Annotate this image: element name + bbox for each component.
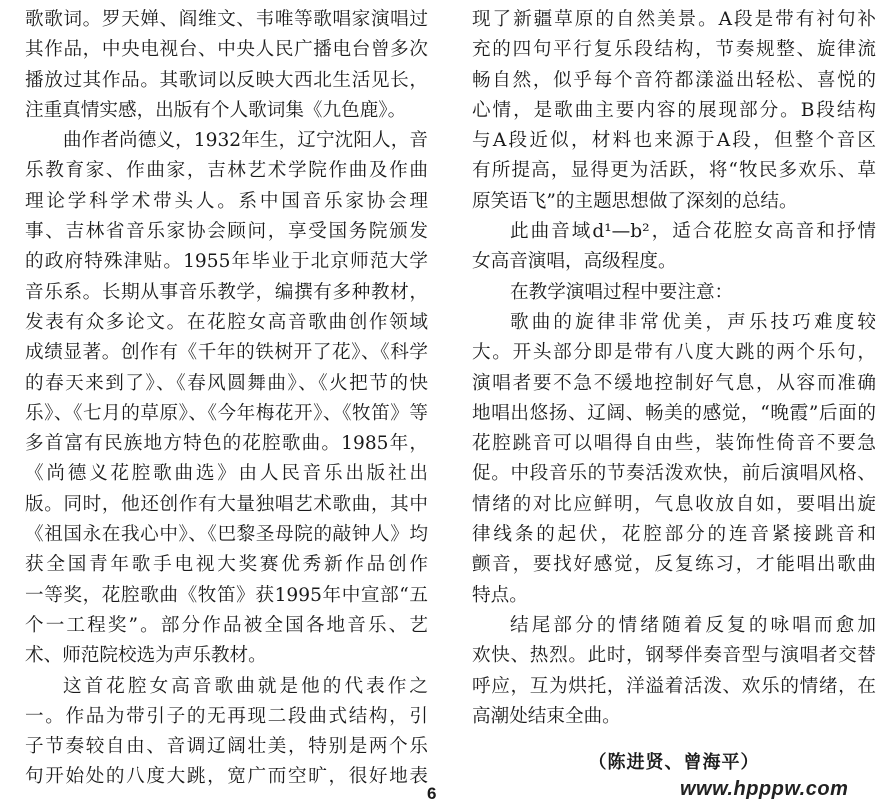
- text-line: 子节奏较自由、音调辽阔壮美，特别是两个乐: [25, 736, 428, 758]
- right-column: [472, 5, 876, 732]
- text-line: 情绪的对比应鲜明，气息收放自如，要唱出旋: [472, 493, 876, 515]
- paragraph: [25, 126, 428, 671]
- text-line: 的政府特殊津贴。1955年毕业于北京师范大学: [25, 251, 428, 273]
- text-line: 促。中段音乐的节奏活泼欢快，前后演唱风格、: [472, 463, 876, 485]
- text-line: 个一工程奖”。部分作品被全国各地音乐、艺: [25, 614, 428, 636]
- text-line: 的春天来到了》、《春风圆舞曲》、《火把节的快: [25, 372, 428, 394]
- text-line: 颤音，要找好感觉，反复练习，才能唱出歌曲: [472, 554, 876, 576]
- paragraph: [25, 5, 428, 126]
- text-line: 事、吉林省音乐家协会顾问，享受国务院颁发: [25, 221, 428, 243]
- text-line: 这首花腔女高音歌曲就是他的代表作之: [63, 675, 428, 697]
- text-line: 乐教育家、作曲家，吉林艺术学院作曲及作曲: [25, 160, 428, 182]
- paragraph: [472, 5, 876, 217]
- watermark: www.hpppw.com: [680, 778, 849, 800]
- text-line: 曲作者尚德义，1932年生，辽宁沈阳人，音: [63, 130, 428, 152]
- paragraph: [472, 278, 876, 308]
- text-line: 高潮处结束全曲。: [472, 705, 621, 727]
- text-line: 理论学科学术带头人。系中国音乐家协会理: [25, 190, 428, 212]
- text-line: 一。作品为带引子的无再现二段曲式结构，引: [25, 705, 428, 727]
- text-line: 演唱者要不急不缓地控制好气息，从容而准确: [472, 372, 876, 394]
- text-line: 版。同时，他还创作有大量独唱艺术歌曲，其中: [25, 493, 428, 515]
- text-line: 地唱出悠扬、辽阔、畅美的感觉，“晚霞”后面的: [472, 402, 876, 424]
- text-line: 此曲音域d¹—b²，适合花腔女高音和抒情: [510, 221, 876, 243]
- text-line: 《祖国永在我心中》、《巴黎圣母院的敲钟人》均: [25, 524, 428, 546]
- text-line: 在教学演唱过程中要注意：: [510, 281, 734, 303]
- text-line: 乐》、《七月的草原》、《今年梅花开》、《牧笛》等: [25, 402, 428, 424]
- text-line: 大。开头部分即是带有八度大跳的两个乐句，: [472, 342, 876, 364]
- text-line: 音乐系。长期从事音乐教学，编撰有多种教材，: [25, 281, 428, 303]
- page-number: 6: [427, 784, 437, 803]
- text-line: 歌歌词。罗天婵、阎维文、韦唯等歌唱家演唱过: [25, 9, 428, 30]
- text-line: 呼应，互为烘托，洋溢着活泼、欢乐的情绪，在: [472, 675, 876, 697]
- text-line: 畅自然，似乎每个音符都漾溢出轻松、喜悦的: [472, 69, 876, 91]
- text-line: 与A段近似，材料也来源于A段，但整个音区: [472, 130, 876, 152]
- author-credit: （陈进贤、曾海平）: [588, 752, 760, 772]
- text-line: 发表有众多论文。在花腔女高音歌曲创作领域: [25, 311, 428, 333]
- text-line: 一等奖，花腔歌曲《牧笛》获1995年中宣部“五: [25, 584, 428, 606]
- paragraph: [472, 217, 876, 278]
- text-line: 多首富有民族地方特色的花腔歌曲。1985年，: [25, 433, 428, 455]
- text-line: 女高音演唱，高级程度。: [472, 251, 677, 273]
- text-line: 原笑语飞”的主题思想做了深刻的总结。: [472, 190, 798, 212]
- text-line: 律线条的起伏，花腔部分的连音紧接跳音和: [472, 524, 876, 546]
- text-line: 心情，是歌曲主要内容的展现部分。B段结构: [472, 99, 876, 121]
- text-line: 特点。: [472, 584, 528, 606]
- paragraph: [472, 308, 876, 611]
- text-line: 其作品，中央电视台、中央人民广播电台曾多次: [25, 39, 428, 61]
- text-line: 现了新疆草原的自然美景。A段是带有衬句补: [472, 9, 876, 30]
- paragraph: [472, 611, 876, 732]
- text-line: 歌曲的旋律非常优美，声乐技巧难度较: [510, 311, 876, 333]
- text-line: 术、师范院校选为声乐教材。: [25, 645, 267, 667]
- text-line: 获全国青年歌手电视大奖赛优秀新作品创作: [25, 554, 428, 576]
- left-column: [25, 5, 428, 793]
- text-line: 结尾部分的情绪随着反复的咏唱而愈加: [510, 614, 876, 636]
- text-line: 注重真情实感，出版有个人歌词集《九色鹿》。: [25, 99, 407, 121]
- text-line: 播放过其作品。其歌词以反映大西北生活见长，: [25, 69, 428, 91]
- paragraph: [25, 672, 428, 793]
- text-line: 欢快、热烈。此时，钢琴伴奏音型与演唱者交替: [472, 645, 876, 667]
- text-line: 有所提高，显得更为活跃，将“牧民多欢乐、草: [472, 160, 876, 182]
- text-line: 句开始处的八度大跳，宽广而空旷，很好地表: [25, 766, 428, 788]
- text-line: 《尚德义花腔歌曲选》由人民音乐出版社出: [25, 463, 428, 485]
- text-line: 充的四句平行复乐段结构，节奏规整、旋律流: [472, 39, 876, 61]
- text-line: 成绩显著。创作有《千年的铁树开了花》、《科学: [25, 342, 428, 364]
- text-line: 花腔跳音可以唱得自由些，装饰性倚音不要急: [472, 433, 876, 455]
